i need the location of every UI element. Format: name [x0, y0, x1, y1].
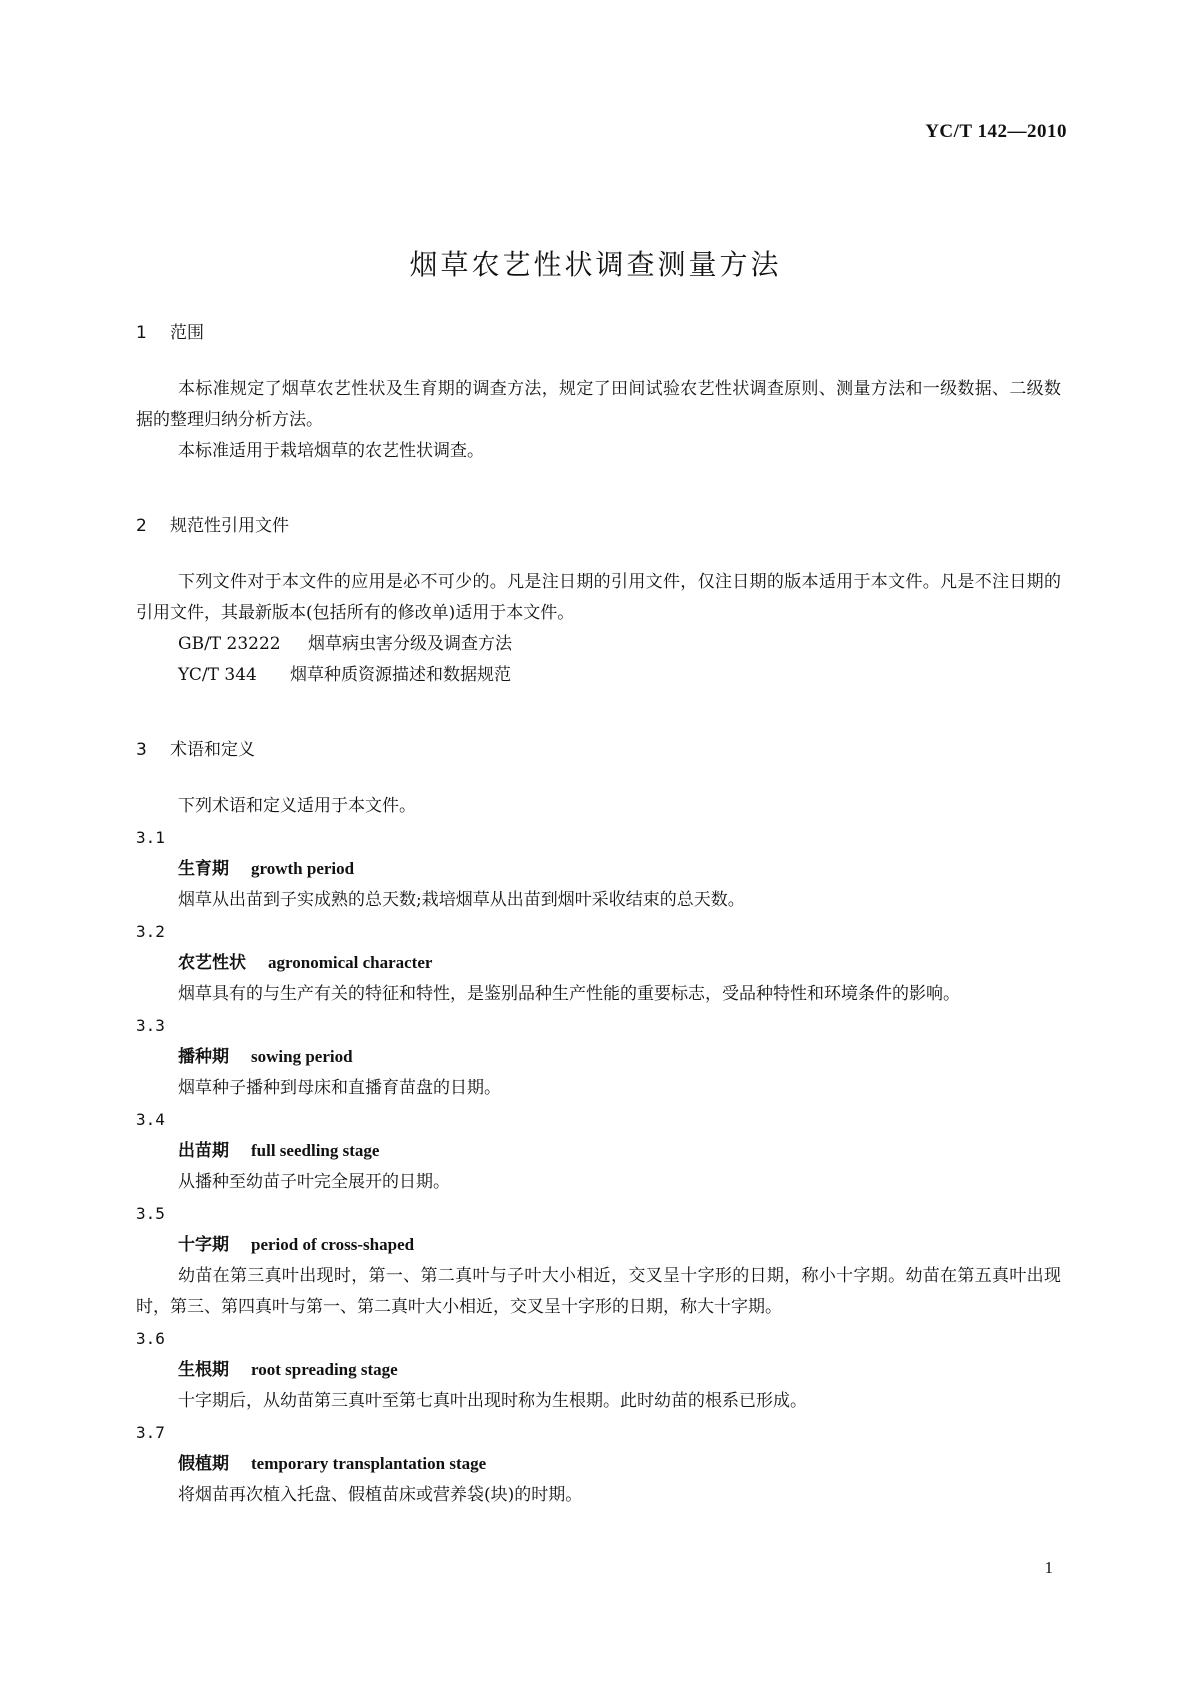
- term-entry: [136, 916, 1061, 1010]
- section-number: 2: [136, 516, 147, 536]
- term-name-zh: 生育期: [178, 859, 229, 879]
- page-number: 1: [1044, 1558, 1053, 1577]
- terms-intro: 下列术语和定义适用于本文件。: [178, 796, 416, 816]
- term-name-en: growth period: [251, 859, 355, 878]
- term-number: 3.6: [136, 1329, 165, 1348]
- references-paragraph: 下列文件对于本文件的应用是必不可少的。凡是注日期的引用文件，仅注日期的版本适用于本文件。凡是不注日期的引用文件，其最新版本(包括所有的修改单)适用于本文件。: [136, 572, 1061, 623]
- term-definition: 烟草种子播种到母床和直播育苗盘的日期。: [178, 1078, 501, 1098]
- term-entry: [136, 1198, 1061, 1323]
- term-definition: 幼苗在第三真叶出现时，第一、第二真叶与子叶大小相近，交叉呈十字形的日期，称小十字期。幼苗在第五真叶出现时，第三、第四真叶与第一、第二真叶大小相近，交叉呈十字形的日期，称大十字期。: [136, 1266, 1061, 1317]
- term-name-en: period of cross-shaped: [251, 1235, 415, 1254]
- term-name-zh: 出苗期: [178, 1141, 229, 1161]
- term-entry: [136, 1417, 1061, 1511]
- term-heading: [136, 947, 1061, 979]
- reference-item: [136, 629, 1061, 660]
- term-name-zh: 生根期: [178, 1360, 229, 1380]
- reference-title: 烟草病虫害分级及调查方法: [308, 634, 512, 654]
- term-heading: [136, 853, 1061, 885]
- term-entry: [136, 822, 1061, 916]
- section-heading-scope: [136, 318, 1061, 348]
- term-name-zh: 农艺性状: [178, 953, 246, 973]
- term-entry: [136, 1323, 1061, 1417]
- reference-code: GB/T 23222: [178, 634, 281, 654]
- term-name-en: temporary transplantation stage: [251, 1454, 487, 1473]
- term-name-zh: 假植期: [178, 1454, 229, 1474]
- section-title: 术语和定义: [170, 740, 255, 760]
- term-name-en: root spreading stage: [251, 1360, 398, 1379]
- term-name-en: full seedling stage: [251, 1141, 380, 1160]
- term-name-en: sowing period: [251, 1047, 353, 1066]
- term-entry: [136, 1104, 1061, 1198]
- document-body: [136, 318, 1061, 1511]
- term-number: 3.4: [136, 1110, 165, 1129]
- standard-code: YC/T 142—2010: [925, 121, 1067, 142]
- reference-code: YC/T 344: [178, 665, 257, 685]
- scope-paragraph: 本标准规定了烟草农艺性状及生育期的调查方法，规定了田间试验农艺性状调查原则、测量方法和一级数据、二级数据的整理归纳分析方法。: [136, 379, 1061, 430]
- section-number: 1: [136, 323, 147, 343]
- term-definition: 烟草具有的与生产有关的特征和特性，是鉴别品种生产性能的重要标志，受品种特性和环境条件的影响。: [178, 984, 960, 1004]
- term-number: 3.3: [136, 1016, 165, 1035]
- term-name-en: agronomical character: [268, 953, 433, 972]
- term-name-zh: 十字期: [178, 1235, 229, 1255]
- section-title: 规范性引用文件: [170, 516, 289, 536]
- section-heading-normative-references: [136, 511, 1061, 541]
- term-number: 3.2: [136, 922, 165, 941]
- section-title: 范围: [170, 323, 204, 343]
- term-heading: [136, 1041, 1061, 1073]
- reference-item: [136, 660, 1061, 691]
- term-number: 3.7: [136, 1423, 165, 1442]
- term-number: 3.1: [136, 828, 165, 847]
- term-definition: 将烟苗再次植入托盘、假植苗床或营养袋(块)的时期。: [178, 1485, 583, 1505]
- section-heading-terms: [136, 735, 1061, 765]
- term-name-zh: 播种期: [178, 1047, 229, 1067]
- section-number: 3: [136, 740, 147, 760]
- scope-paragraph: 本标准适用于栽培烟草的农艺性状调查。: [178, 441, 484, 461]
- term-definition: 烟草从出苗到子实成熟的总天数;栽培烟草从出苗到烟叶采收结束的总天数。: [178, 890, 745, 910]
- term-heading: [136, 1229, 1061, 1261]
- document-title: 烟草农艺性状调查测量方法: [409, 247, 782, 281]
- term-heading: [136, 1354, 1061, 1386]
- term-definition: 从播种至幼苗子叶完全展开的日期。: [178, 1172, 450, 1192]
- reference-title: 烟草种质资源描述和数据规范: [290, 665, 511, 685]
- term-heading: [136, 1135, 1061, 1167]
- term-entry: [136, 1010, 1061, 1104]
- term-number: 3.5: [136, 1204, 165, 1223]
- term-definition: 十字期后，从幼苗第三真叶至第七真叶出现时称为生根期。此时幼苗的根系已形成。: [178, 1391, 807, 1411]
- term-heading: [136, 1448, 1061, 1480]
